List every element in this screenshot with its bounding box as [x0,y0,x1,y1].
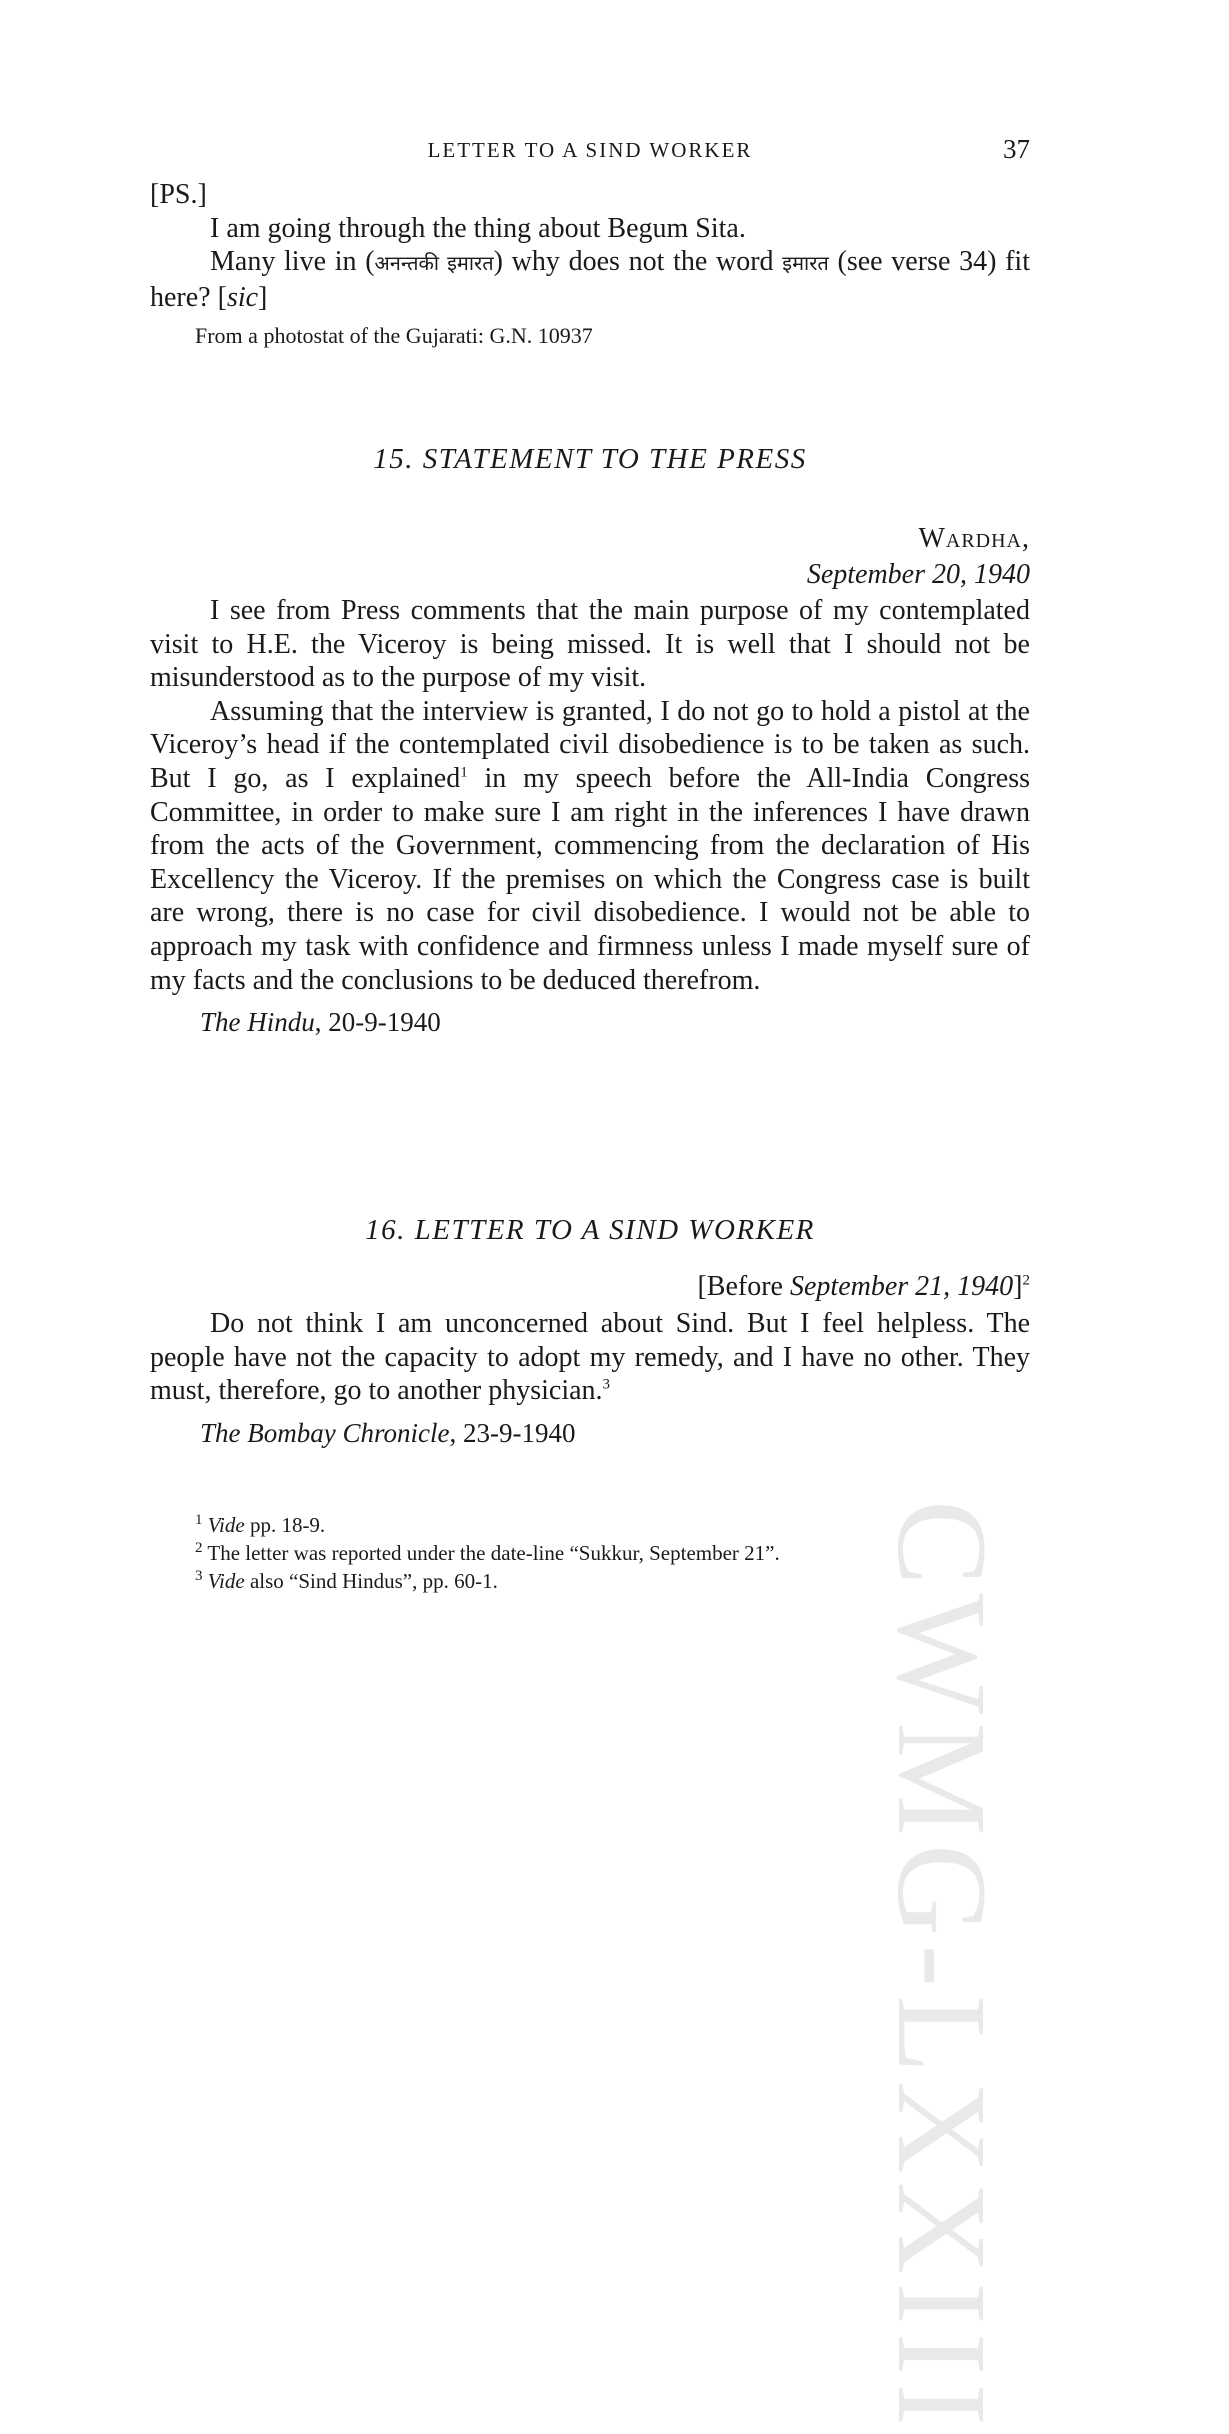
section-15-citation: The Hindu, 20-9-1940 [200,1007,441,1038]
section-15-paragraph-2: Assuming that the interview is granted, I do not go to hold a pistol at the Viceroy’s head if the contemplated civil disobedience is to be taken as such. But I go, as I explained$^1$ in my speech before the All-India Congress Committee, in order to make sure I am right in the inferences I have drawn from the acts of the Government, commencing from the declaration of His Excellency the Viceroy. If the premises on which the Congress case is built are wrong, there is no case for civil disobedience. I would not be able to approach my task with confidence and firmness unless I made myself sure of my facts and the conclusions to be deduced therefrom. [150,695,1030,996]
running-title: LETTER TO A SIND WORKER [427,138,753,162]
section-15 [150,443,1030,1039]
section-16 [150,1214,1030,1450]
watermark: CWMG-LXXIII [871,1500,1013,2434]
section-16-date: [Before September 21, 1940]$^2$ [697,1271,1030,1302]
section-15-date: September 20, 1940 [806,559,1030,590]
running-header [150,134,1030,168]
footnote-3: $^3$ Vide also “Sind Hindus”, pp. 60-1. [195,1568,498,1593]
ps-line-2: Many live in (अनन्तकी इमारत) why does not the word इमारत (see verse 34) fit here? [sic] [150,246,1030,313]
footnote-ref-2: 2 [1022,1272,1030,1289]
section-15-paragraph-1: I see from Press comments that the main purpose of my contemplated visit to H.E. the Viceroy is being missed. It is well that I should not be misunderstood as to the purpose of my visit. [150,595,1030,694]
footnotes [150,1511,1030,1595]
footnote-ref-3: 3 [602,1376,611,1393]
section-16-paragraph: Do not think I am unconcerned about Sind. But I feel helpless. The people have not the capacity to adopt my remedy, and I have no other. They must, therefore, go to another physician.$^3$ [150,1308,1030,1407]
section-16-heading: 16. LETTER TO A SIND WORKER [365,1214,815,1246]
ps-label: [PS.] [150,179,207,210]
section-16-citation: The Bombay Chronicle, 23-9-1940 [200,1417,576,1448]
section-15-place: Wardha, [918,523,1030,554]
source-note: From a photostat of the Gujarati: G.N. 10937 [195,323,593,349]
section-15-heading: 15. STATEMENT TO THE PRESS [373,443,807,475]
page-number: 37 [1003,134,1030,164]
footnote-2: $^2$ The letter was reported under the date-line “Sukkur, September 21”. [195,1540,780,1565]
footnote-ref-1: 1 [460,764,468,781]
footnote-1: $^1$ Vide pp. 18-9. [195,1512,326,1537]
devanagari-word: इमारत [782,251,829,276]
devanagari-phrase: अनन्तकी इमारत [374,251,494,276]
ps-line-1: I am going through the thing about Begum Sita. [210,212,746,244]
top-letter [150,178,1030,351]
